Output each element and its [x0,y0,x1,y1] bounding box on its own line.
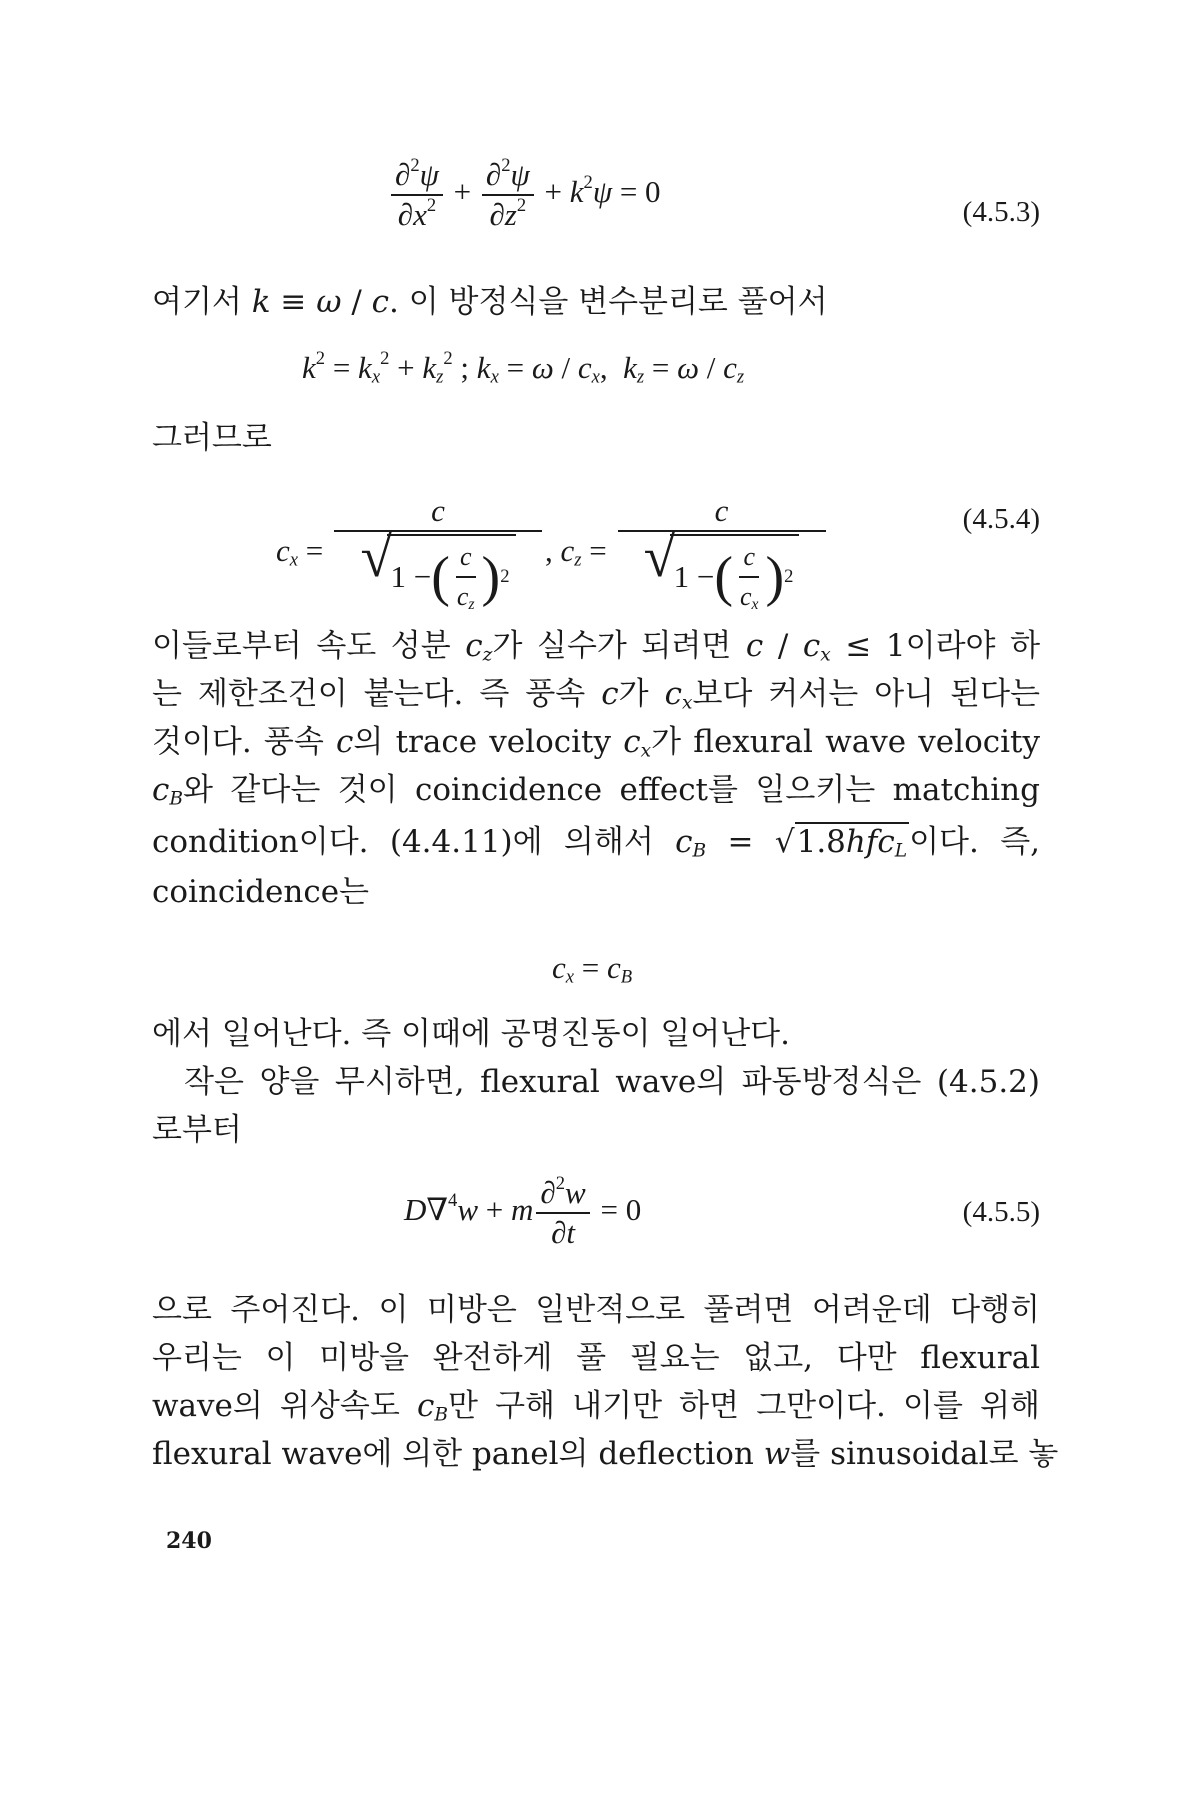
paragraph-line-8: 작은 양을 무시하면, flexural wave의 파동방정식은 (4.5.2) [184,1064,1040,1100]
paragraph-line-10: 으로 주어진다. 이 미방은 일반적으로 풀려면 어려운데 다행히 [152,1292,1040,1328]
page-number: 240 [166,1528,212,1554]
paragraph-line-12: wave의 위상속도 $c_B$만 구해 내기만 하면 그만이다. 이를 위해 [152,1388,1040,1426]
paragraph-line-2: 는 제한조건이 붙는다. 즉 풍속 c가 $c_x$보다 커서는 아니 된다는 [152,676,1040,714]
equation-4-5-5: D∇$^4$w + m $\frac{\partial^2w}{\partial t}$ = 0 [404,1173,642,1250]
paragraph-line-13: flexural wave에 의한 panel의 deflection w를 sinusoidal로 놓 [152,1436,1059,1472]
paragraph-line-5: condition이다. (4.4.11)에 의해서 $c_B = √1.8hfc_L$이다. 즉, [152,824,1040,862]
equation-number-4-5-5: (4.5.5) [962,1196,1040,1228]
paragraph-line-9: 로부터 [152,1112,242,1148]
text-line-2: 그러므로 [152,420,272,456]
wavenumber-relation: $k^2 = k_x^2 + k_z^2$ ; $k_x = \omega / c_x$, $k_z = \omega / c_z$ [302,348,745,388]
paragraph-line-3: 것이다. 풍속 c의 trace velocity $c_x$가 flexural wave velocity [152,724,1040,762]
paragraph-line-4: $c_B$와 같다는 것이 coincidence effect를 일으키는 matching [152,772,1040,810]
paragraph-line-11: 우리는 이 미방을 완전하게 풀 필요는 없고, 다만 flexural [152,1340,1040,1376]
paragraph-line-6: coincidence는 [152,874,369,910]
paragraph-line-7: 에서 일어난다. 즉 이때에 공명진동이 일어난다. [152,1016,790,1052]
equation-number-4-5-3: (4.5.3) [962,196,1040,228]
text-line-1: 여기서 k ≡ ω / c. 이 방정식을 변수분리로 풀어서 [152,284,828,320]
paragraph-line-1: 이들로부터 속도 성분 $c_z$가 실수가 되려면 $c / c_x \le 1$이라야 하 [152,628,1041,666]
equation-4-5-3: $\frac{\partial^2\psi}{\partial x^2}$ + $\frac{\partial^2\psi}{\partial z^2}$ + $k^2\psi = 0$ [388,158,661,232]
equation-4-5-4: $c_x$ = c √ 1 − ( $\frac{c}{c_z}$ ) 2 , $c_z$ = c √ 1 − ( $\frac{c}{c_x}$ ) 2 [276,494,829,614]
coincidence-equation: $c_x = c_B$ [552,950,633,988]
equation-number-4-5-4: (4.5.4) [962,503,1040,535]
